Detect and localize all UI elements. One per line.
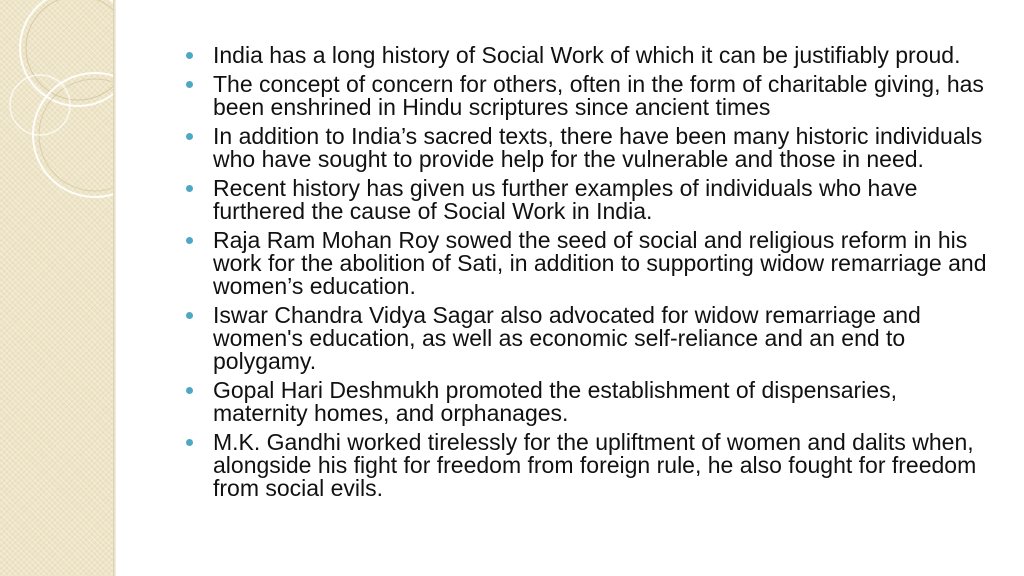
- bullet-item: [186, 73, 996, 119]
- bullet-icon: [186, 185, 193, 192]
- bullet-item: [186, 177, 996, 223]
- slide-content: [186, 44, 996, 576]
- bullet-text: In addition to India’s sacred texts, there have been many historic individuals who have sought to provide help for the vulnerable and those in need.: [213, 123, 983, 172]
- bullet-text: Recent history has given us further examples of individuals who have furthered the cause of Social Work in India.: [213, 175, 918, 224]
- bullet-icon: [186, 52, 193, 59]
- bullet-text: Gopal Hari Deshmukh promoted the establishment of dispensaries, maternity homes, and orphanages.: [213, 377, 897, 426]
- bullet-text: M.K. Gandhi worked tirelessly for the upliftment of women and dalits when, alongside his fight for freedom from foreign rule, he also fought for freedom from social evils.: [213, 429, 977, 501]
- bullet-item: [186, 431, 996, 500]
- bullet-item: [186, 229, 996, 298]
- bullet-icon: [186, 312, 193, 319]
- bullet-text: Raja Ram Mohan Roy sowed the seed of social and religious reform in his work for the abolition of Sati, in addition to supporting widow remarriage and women’s education.: [213, 227, 987, 299]
- bullet-item: [186, 304, 996, 373]
- bullet-item: [186, 44, 996, 67]
- bullet-text: India has a long history of Social Work of which it can be justifiably proud.: [213, 44, 961, 68]
- bullet-list: [186, 44, 996, 500]
- bullet-icon: [186, 439, 193, 446]
- sidebar-divider: [113, 0, 116, 576]
- bullet-icon: [186, 133, 193, 140]
- bullet-icon: [186, 387, 193, 394]
- decorative-swirl-graphic: [0, 0, 113, 576]
- decorative-sidebar: [0, 0, 113, 576]
- bullet-icon: [186, 237, 193, 244]
- bullet-text: Iswar Chandra Vidya Sagar also advocated for widow remarriage and women's education, as well as economic self-reliance and an end to polygamy.: [213, 302, 921, 374]
- bullet-text: The concept of concern for others, often in the form of charitable giving, has been enshrined in Hindu scriptures since ancient times: [213, 71, 984, 120]
- bullet-item: [186, 125, 996, 171]
- bullet-item: [186, 379, 996, 425]
- bullet-icon: [186, 81, 193, 88]
